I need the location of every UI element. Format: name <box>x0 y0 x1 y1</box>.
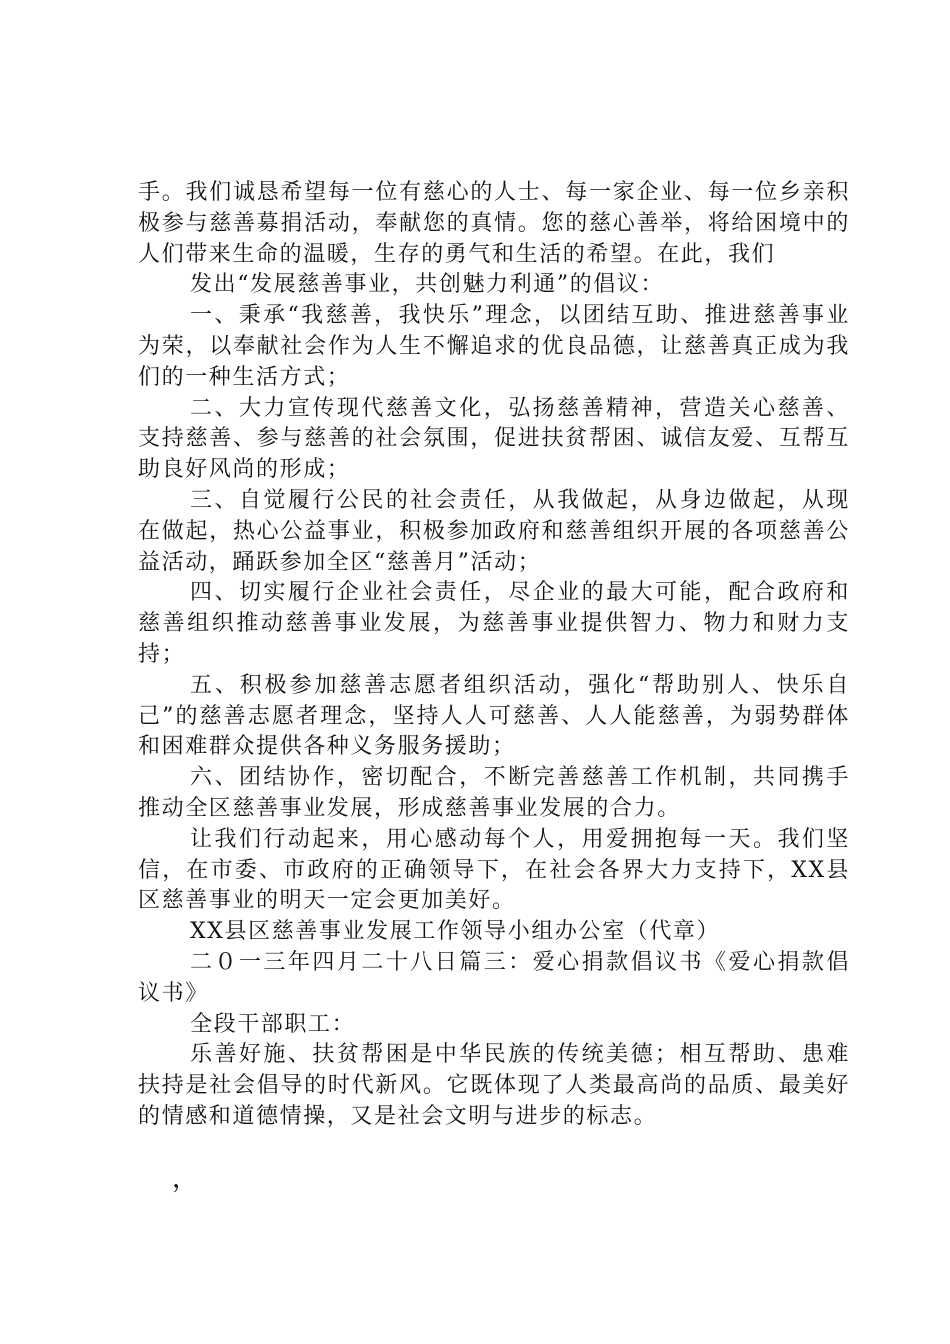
salutation: 全段干部职工： <box>190 1011 356 1037</box>
paragraph: 让我们行动起来，用心感动每个人，用爱拥抱每一天。我们坚信，在市委、市政府的正确领导下，在社会各界大力支持下，XX县区慈善事业的明天一定会更加美好。 <box>138 826 850 914</box>
paragraph: 手。我们诚恳希望每一位有慈心的人士、每一家企业、每一位乡亲积极参与慈善募捐活动，奉献您的真情。您的慈心善举，将给困境中的人们带来生命的温暖，生存的勇气和生活的希望。在此，我们 <box>138 180 850 267</box>
paragraph: 三、自觉履行公民的社会责任，从我做起，从身边做起，从现在做起，热心公益事业，积极参加政府和慈善组织开展的各项慈善公益活动，踊跃参加全区“慈善月”活动； <box>138 487 850 575</box>
paragraph: 四、切实履行企业社会责任，尽企业的最大可能，配合政府和慈善组织推动慈善事业发展，为慈善事业提供智力、物力和财力支持； <box>138 580 850 667</box>
document-body <box>138 178 850 1133</box>
stray-comma: ， <box>172 1164 199 1194</box>
signature-line: XX县区慈善事业发展工作领导小组办公室（代章） <box>190 919 721 945</box>
paragraph: 一、秉承“我慈善，我快乐”理念，以团结互助、推进慈善事业为荣，以奉献社会作为人生不懈追求的优良品德，让慈善真正成为我们的一种生活方式； <box>138 303 850 390</box>
paragraph: 发出“发展慈善事业，共创魅力利通”的倡议： <box>190 272 665 298</box>
paragraph: 乐善好施、扶贫帮困是中华民族的传统美德；相互帮助、患难扶持是社会倡导的时代新风。它既体现了人类最高尚的品质、最美好的情感和道德情操，又是社会文明与进步的标志。 <box>138 1042 850 1129</box>
paragraph: 二、大力宣传现代慈善文化，弘扬慈善精神，营造关心慈善、支持慈善、参与慈善的社会氛围，促进扶贫帮困、诚信友爱、互帮互助良好风尚的形成； <box>138 395 850 483</box>
date-and-section-title: 二０一三年四月二十八日篇三：爱心捐款倡议书《爱心捐款倡议书》 <box>138 949 850 1006</box>
paragraph: 六、团结协作，密切配合，不断完善慈善工作机制，共同携手推动全区慈善事业发展，形成慈善事业发展的合力。 <box>138 765 850 821</box>
paragraph: 五、积极参加慈善志愿者组织活动，强化“帮助别人、快乐自己”的慈善志愿者理念，坚持人人可慈善、人人能慈善，为弱势群体和困难群众提供各种义务服务援助； <box>138 672 850 760</box>
